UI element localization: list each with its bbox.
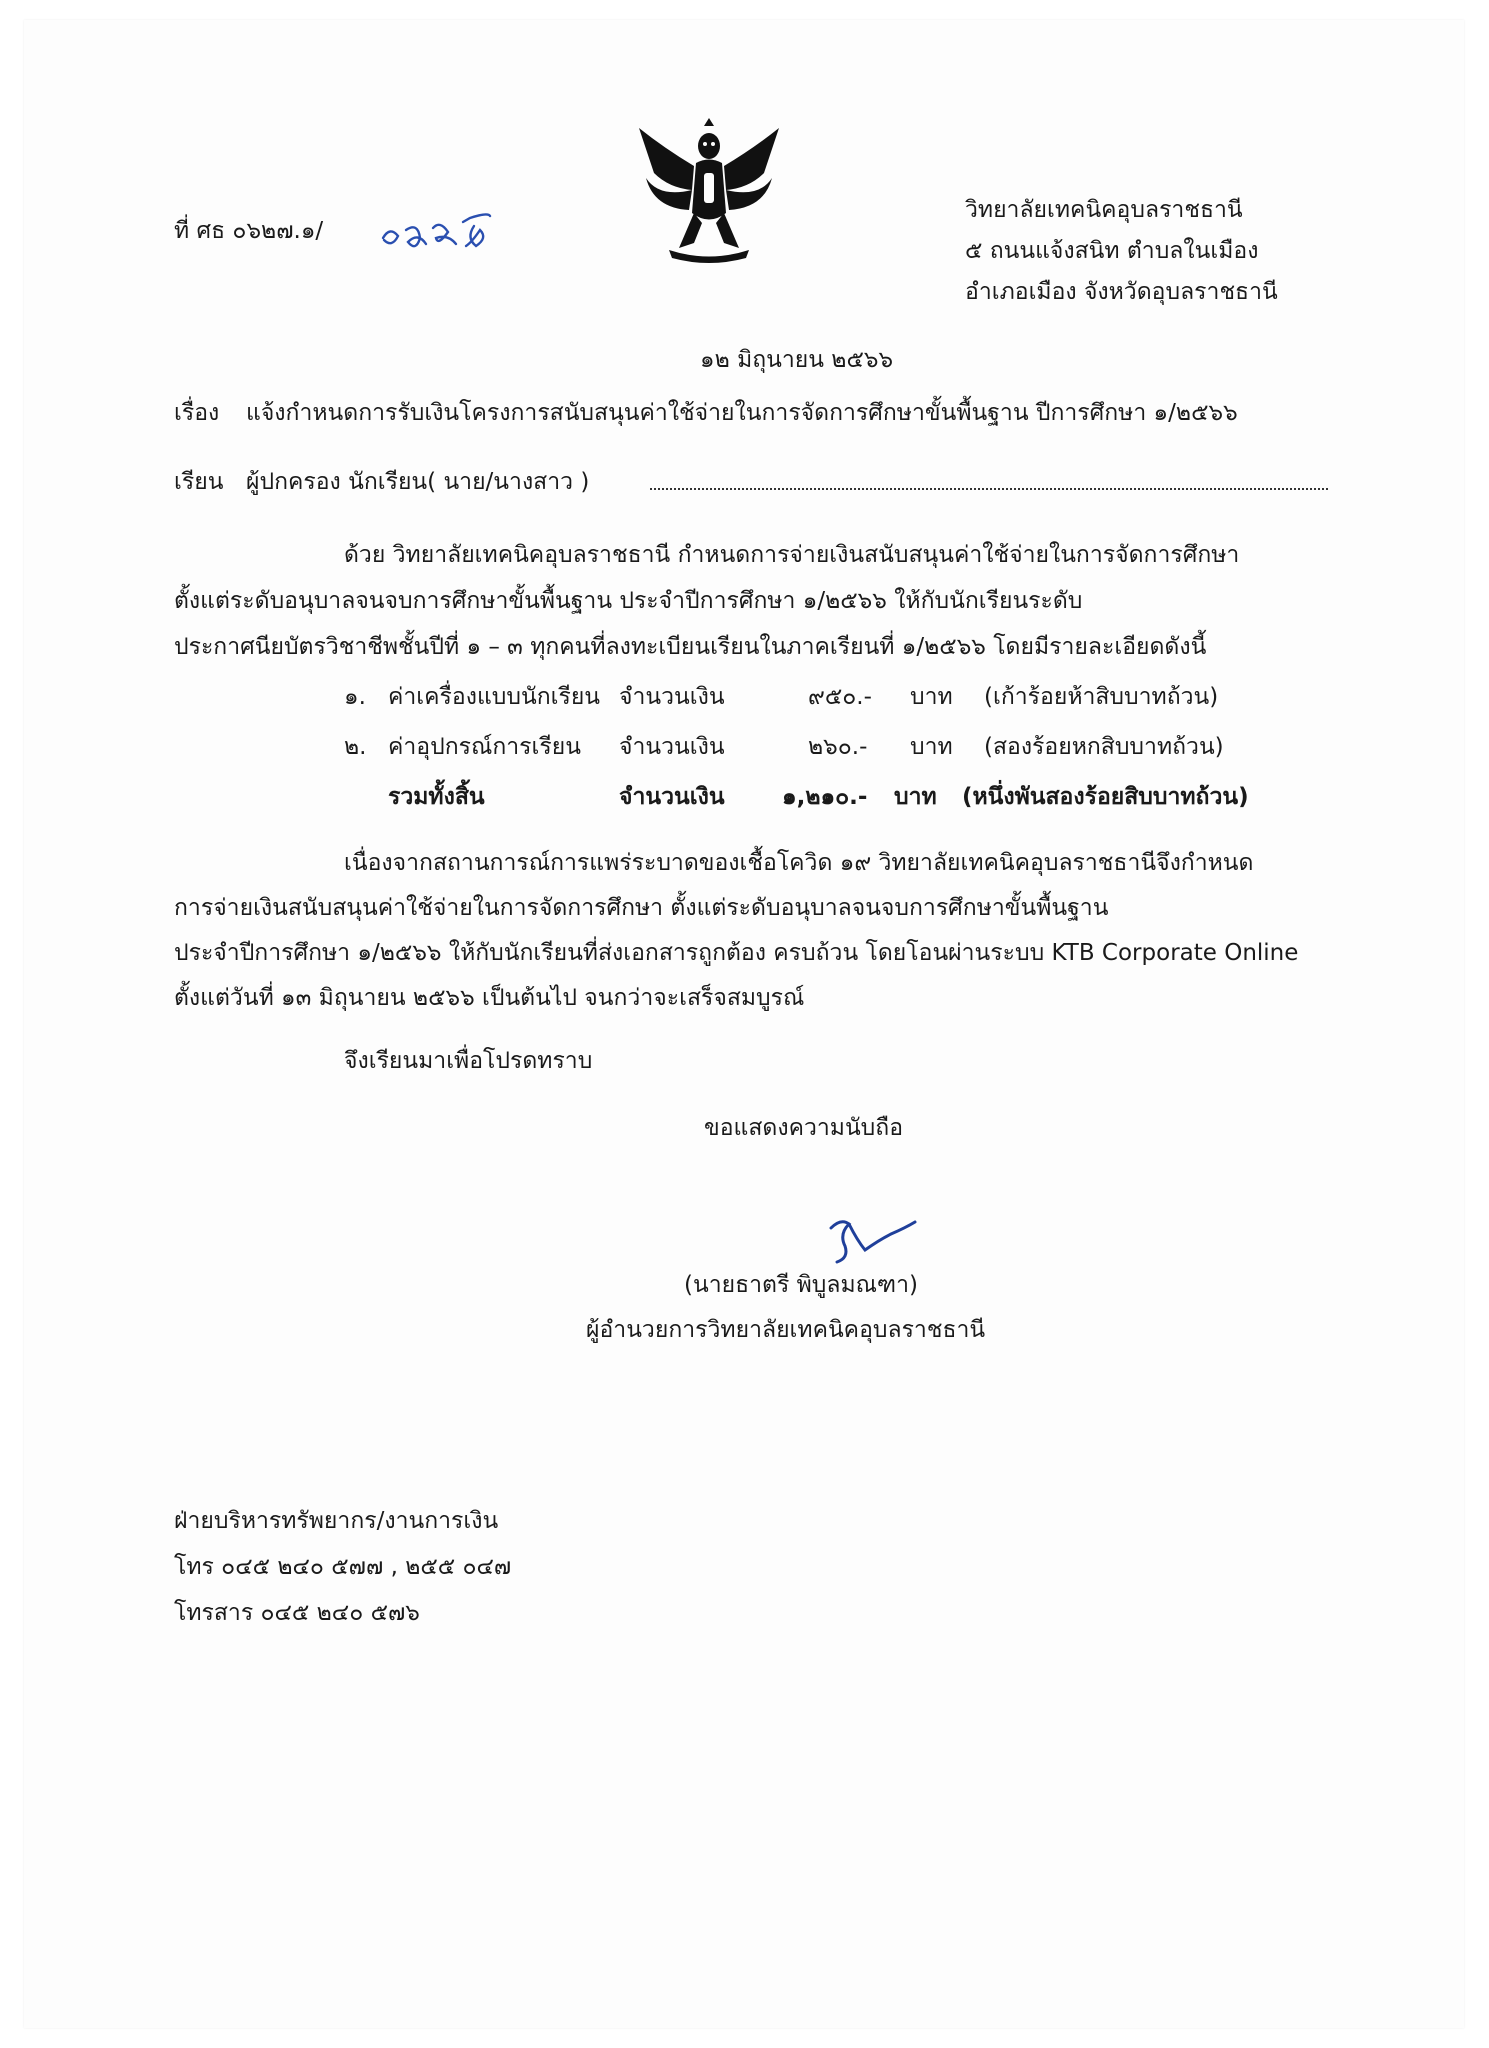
recipient-text: ผู้ปกครอง นักเรียน( นาย/นางสาว )	[246, 469, 590, 495]
paragraph2-line4: ตั้งแต่วันที่ ๑๓ มิถุนายน ๒๕๖๖ เป็นต้นไป จนกว่าจะเสร็จสมบูรณ์	[174, 985, 805, 1011]
item-name: ค่าอุปกรณ์การเรียน	[388, 734, 581, 760]
item-unit: บาท	[910, 734, 953, 760]
item-number: ๑.	[344, 684, 366, 710]
item-amount-label: จำนวนเงิน	[619, 734, 725, 760]
recipient-blank-line	[650, 478, 1328, 490]
paragraph2-line2: การจ่ายเงินสนับสนุนค่าใช้จ่ายในการจัดการศึกษา ตั้งแต่ระดับอนุบาลจนจบการศึกษาขั้นพื้นฐาน	[174, 895, 1109, 921]
org-name: วิทยาลัยเทคนิคอุบลราชธานี	[965, 197, 1243, 223]
signatory-position: ผู้อำนวยการวิทยาลัยเทคนิคอุบลราชธานี	[586, 1317, 986, 1343]
org-address-line1: ๕ ถนนแจ้งสนิท ตำบลในเมือง	[965, 238, 1259, 264]
document-page	[24, 20, 1464, 2028]
letter-date: ๑๒ มิถุนายน ๒๕๖๖	[700, 347, 894, 373]
garuda-emblem-icon	[634, 118, 784, 268]
recipient-label: เรียน	[174, 469, 224, 495]
item-name: ค่าเครื่องแบบนักเรียน	[388, 684, 601, 710]
closing-text: จึงเรียนมาเพื่อโปรดทราบ	[344, 1048, 593, 1074]
regards-text: ขอแสดงความนับถือ	[704, 1115, 904, 1141]
subject-label: เรื่อง	[174, 400, 220, 426]
item-amount-words: (สองร้อยหกสิบบาทถ้วน)	[984, 734, 1224, 760]
subject-text: แจ้งกำหนดการรับเงินโครงการสนับสนุนค่าใช้จ่ายในการจัดการศึกษาขั้นพื้นฐาน ปีการศึกษา ๑/๒๕๖๖	[246, 400, 1238, 426]
total-label: รวมทั้งสิ้น	[388, 784, 485, 810]
paragraph1-line2: ตั้งแต่ระดับอนุบาลจนจบการศึกษาขั้นพื้นฐาน ประจำปีการศึกษา ๑/๒๕๖๖ ให้กับนักเรียนระดับ	[174, 588, 1083, 614]
paragraph1-line1: ด้วย วิทยาลัยเทคนิคอุบลราชธานี กำหนดการจ่ายเงินสนับสนุนค่าใช้จ่ายในการจัดการศึกษา	[344, 542, 1240, 568]
phone-number: โทร ๐๔๕ ๒๔๐ ๕๗๗ , ๒๕๕ ๐๔๗	[174, 1554, 512, 1580]
item-unit: บาท	[910, 684, 953, 710]
total-amount-words: (หนึ่งพันสองร้อยสิบบาทถ้วน)	[962, 784, 1249, 810]
paragraph1-line3: ประกาศนียบัตรวิชาชีพชั้นปีที่ ๑ – ๓ ทุกคนที่ลงทะเบียนเรียนในภาคเรียนที่ ๑/๒๕๖๖ โดยมีรายละเอียดดังนี้	[174, 634, 1207, 660]
signature-image	[819, 1210, 919, 1270]
total-unit: บาท	[894, 784, 937, 810]
total-amount-label: จำนวนเงิน	[619, 784, 725, 810]
item-amount: ๒๖๐.-	[808, 734, 868, 760]
item-amount-label: จำนวนเงิน	[619, 684, 725, 710]
signatory-name: (นายธาตรี พิบูลมณฑา)	[684, 1272, 918, 1298]
item-amount: ๙๕๐.-	[808, 684, 872, 710]
paragraph2-line3: ประจำปีการศึกษา ๑/๒๕๖๖ ให้กับนักเรียนที่ส่งเอกสารถูกต้อง ครบถ้วน โดยโอนผ่านระบบ KTB Corporate Online	[174, 940, 1299, 966]
department: ฝ่ายบริหารทรัพยากร/งานการเงิน	[174, 1508, 499, 1534]
fax-number: โทรสาร ๐๔๕ ๒๔๐ ๕๗๖	[174, 1600, 420, 1626]
item-amount-words: (เก้าร้อยห้าสิบบาทถ้วน)	[984, 684, 1219, 710]
paragraph2-line1: เนื่องจากสถานการณ์การแพร่ระบาดของเชื้อโควิด ๑๙ วิทยาลัยเทคนิคอุบลราชธานีจึงกำหนด	[344, 850, 1254, 876]
handwritten-reference-number	[378, 208, 498, 258]
total-amount: ๑,๒๑๐.-	[782, 784, 868, 810]
org-address-line2: อำเภอเมือง จังหวัดอุบลราชธานี	[965, 279, 1278, 305]
reference-number: ที่ ศธ ๐๖๒๗.๑/	[174, 218, 324, 244]
item-number: ๒.	[344, 734, 367, 760]
